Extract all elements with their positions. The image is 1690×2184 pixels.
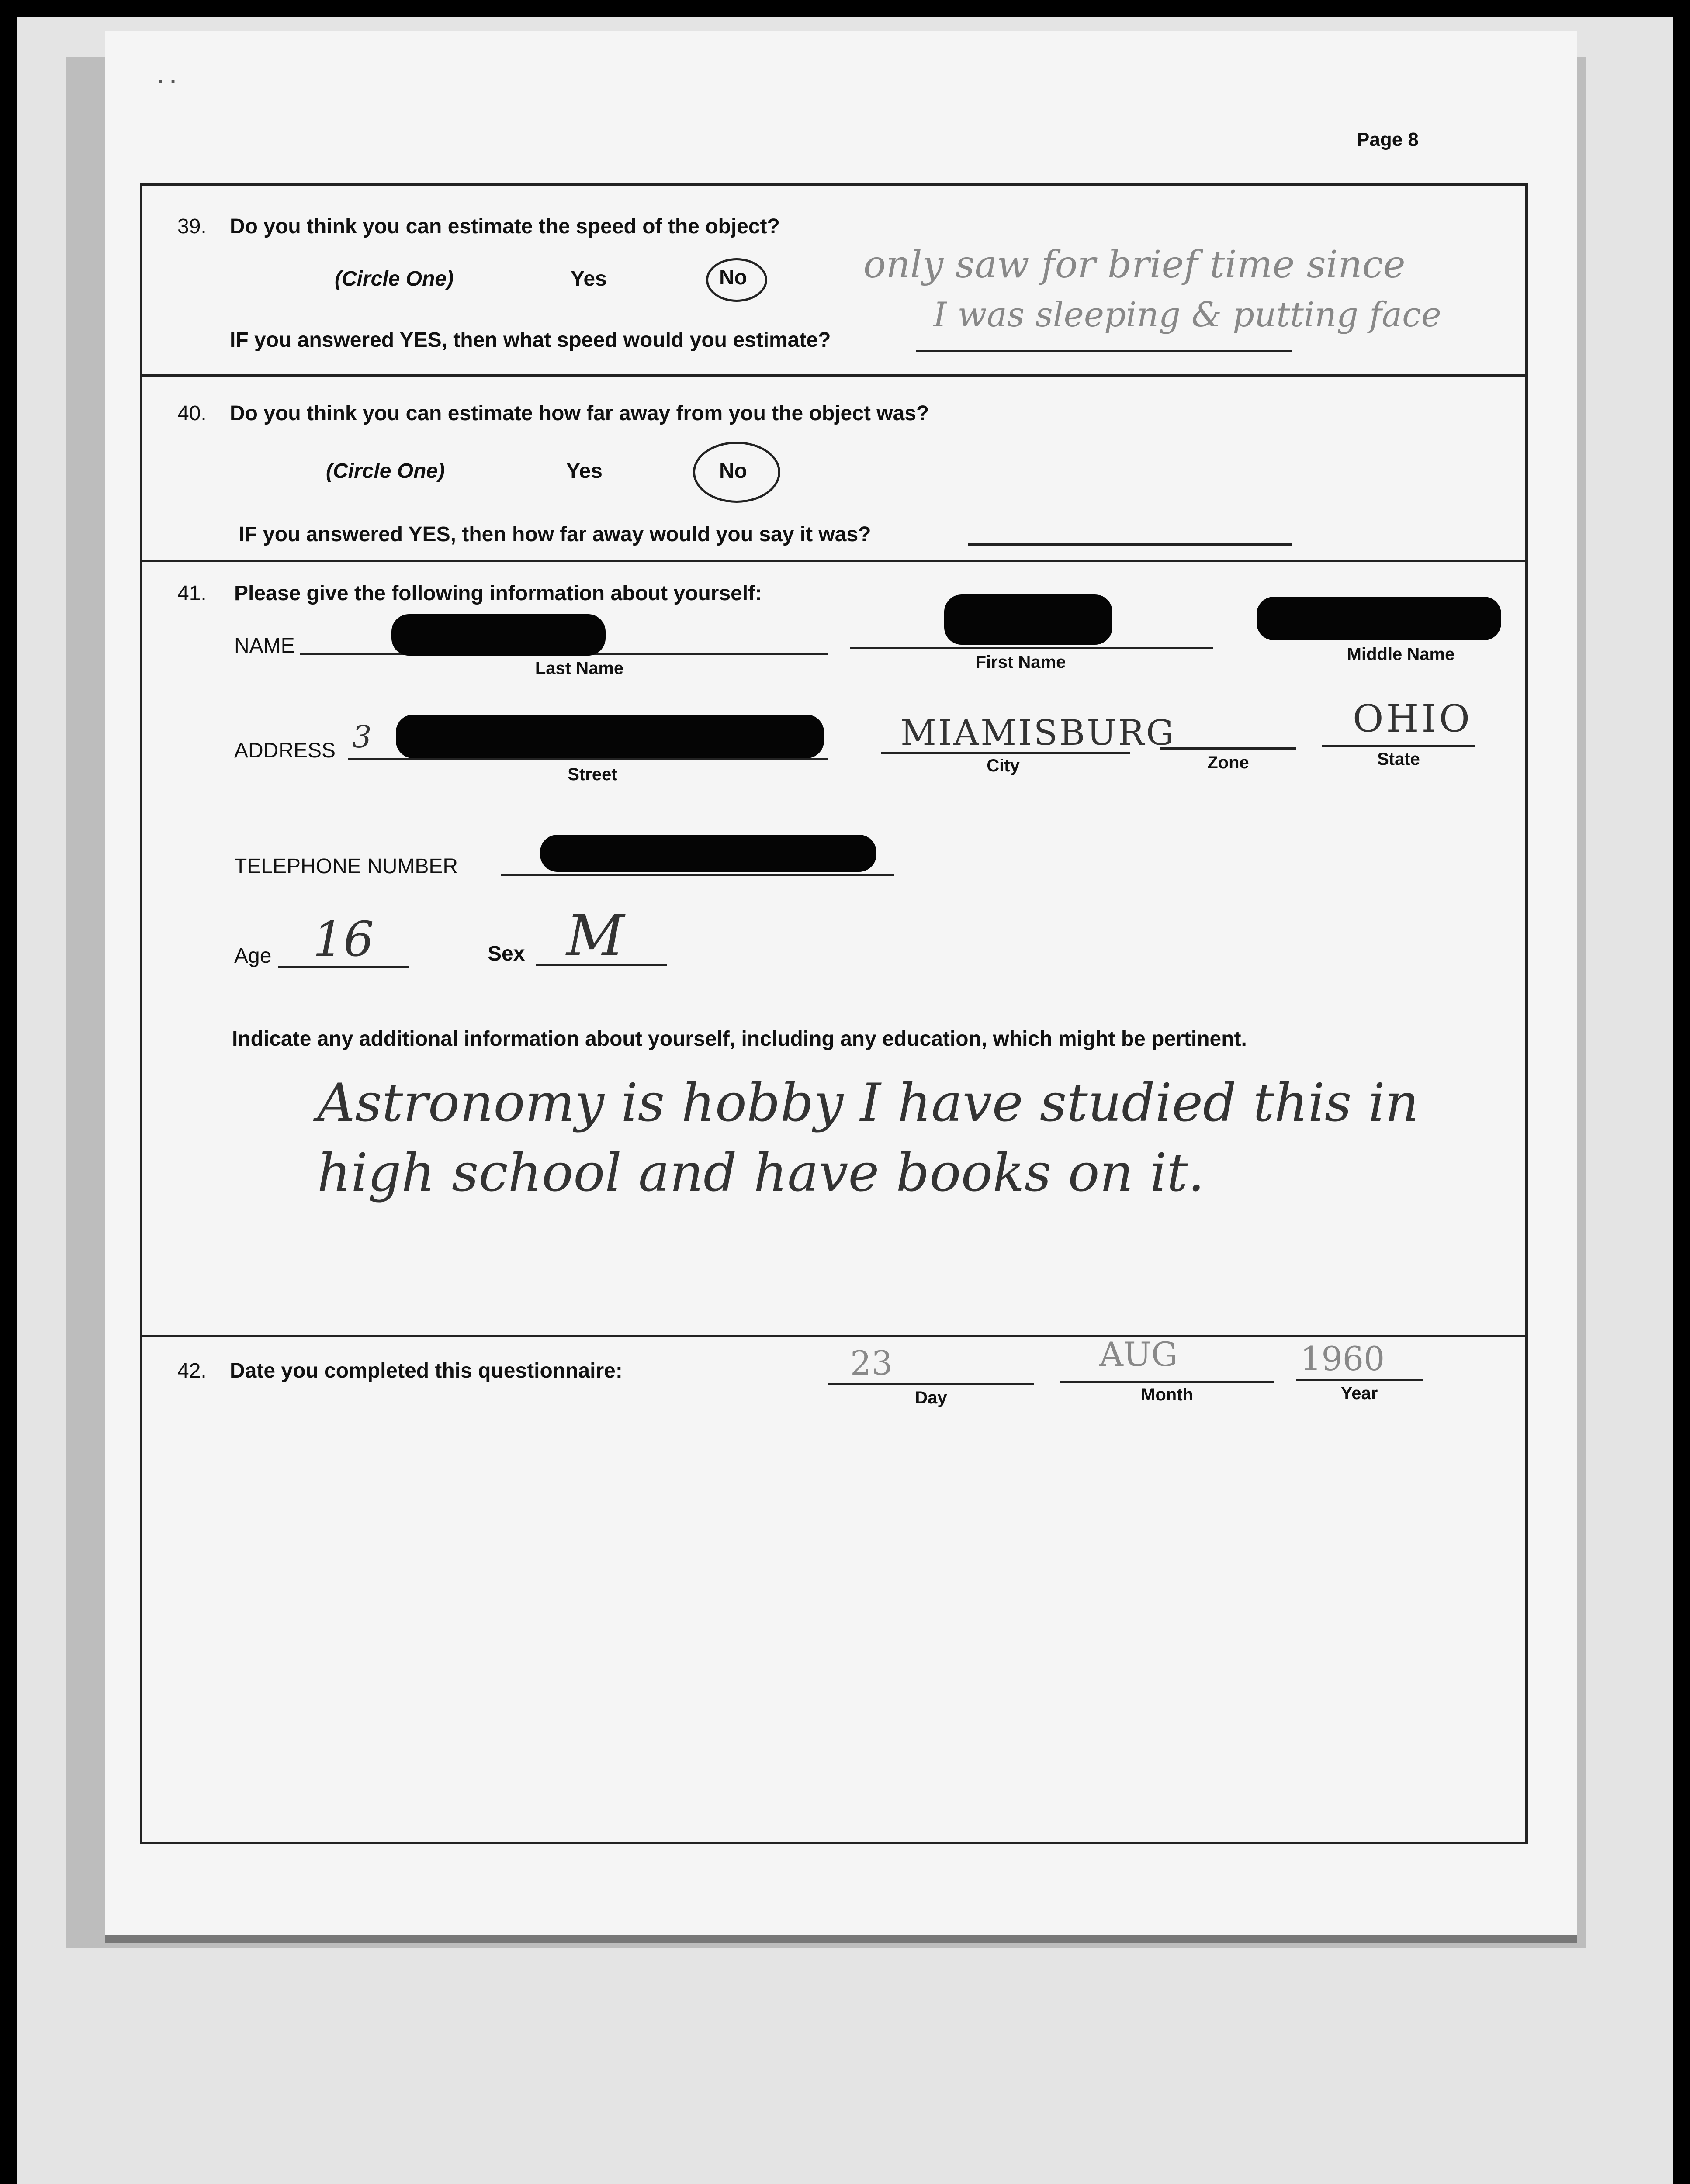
month-caption: Month xyxy=(1141,1385,1193,1404)
q39-number: 39. xyxy=(177,215,207,238)
scan-specks: · · xyxy=(157,70,177,93)
q42-number: 42. xyxy=(177,1359,207,1382)
day-line[interactable] xyxy=(828,1383,1034,1385)
q39-handwritten-note-1: only saw for brief time since xyxy=(863,243,1406,287)
year-line[interactable] xyxy=(1296,1379,1423,1381)
state-caption: State xyxy=(1377,750,1420,769)
city-line[interactable] xyxy=(881,752,1130,754)
city-value: MIAMISBURG xyxy=(900,712,1176,753)
q41-number: 41. xyxy=(177,582,207,605)
additional-info-answer-2: high school and have books on it. xyxy=(317,1143,1205,1203)
year-caption: Year xyxy=(1340,1384,1378,1403)
redacted-last-name xyxy=(391,614,606,656)
sex-label: Sex xyxy=(488,942,525,965)
address-number-visible: 3 xyxy=(352,719,372,755)
day-value: 23 xyxy=(850,1344,893,1382)
zone-line[interactable] xyxy=(1160,747,1296,750)
name-label: NAME xyxy=(234,634,295,657)
street-line[interactable] xyxy=(348,758,828,760)
state-line[interactable] xyxy=(1322,745,1475,747)
redacted-middle-name xyxy=(1257,597,1501,640)
redacted-street xyxy=(396,715,824,758)
q40-number: 40. xyxy=(177,402,207,425)
divider-41-42 xyxy=(142,1335,1525,1337)
q40-no-option[interactable]: No xyxy=(719,460,747,483)
address-label: ADDRESS xyxy=(234,739,336,762)
q40-distance-answer-line[interactable] xyxy=(968,543,1292,546)
first-name-line[interactable] xyxy=(850,647,1213,649)
q39-circle-one: (Circle One) xyxy=(335,267,454,290)
age-value: 16 xyxy=(313,911,374,967)
q39-no-option[interactable]: No xyxy=(719,266,747,289)
q41-intro: Please give the following information about yourself: xyxy=(234,582,762,605)
city-caption: City xyxy=(987,756,1020,775)
q40-question: Do you think you can estimate how far away from you the object was? xyxy=(230,402,929,425)
first-name-caption: First Name xyxy=(975,653,1066,672)
divider-40-41 xyxy=(142,560,1525,562)
q39-yes-option[interactable]: Yes xyxy=(571,267,607,290)
redacted-telephone xyxy=(540,835,876,872)
q42-question: Date you completed this questionnaire: xyxy=(230,1359,623,1382)
month-line[interactable] xyxy=(1060,1381,1274,1383)
middle-name-caption: Middle Name xyxy=(1347,645,1455,664)
telephone-line[interactable] xyxy=(501,874,894,876)
divider-39-40 xyxy=(142,374,1525,377)
telephone-label: TELEPHONE NUMBER xyxy=(234,855,458,878)
q39-question: Do you think you can estimate the speed of the object? xyxy=(230,215,780,238)
sex-value: M xyxy=(566,902,625,969)
last-name-caption: Last Name xyxy=(535,659,624,678)
month-value: AUG xyxy=(1099,1335,1178,1374)
state-value: OHIO xyxy=(1353,697,1472,741)
street-caption: Street xyxy=(568,765,617,784)
q40-circle-one: (Circle One) xyxy=(326,460,445,483)
q39-speed-answer-line[interactable] xyxy=(916,350,1292,352)
form-box xyxy=(140,183,1528,1844)
q39-handwritten-note-2: I was sleeping & putting face xyxy=(933,295,1442,335)
day-caption: Day xyxy=(915,1388,947,1407)
page-number: Page 8 xyxy=(1357,129,1419,150)
redacted-first-name xyxy=(944,594,1112,645)
zone-caption: Zone xyxy=(1207,753,1249,772)
q40-follow-up: IF you answered YES, then how far away would you say it was? xyxy=(239,523,871,546)
age-label: Age xyxy=(234,944,272,968)
q40-yes-option[interactable]: Yes xyxy=(566,460,603,483)
additional-info-answer-1: Astronomy is hobby I have studied this in xyxy=(317,1073,1419,1133)
q39-follow-up: IF you answered YES, then what speed would you estimate? xyxy=(230,328,831,352)
additional-info-prompt: Indicate any additional information about yourself, including any education, which might be pertinent. xyxy=(232,1027,1247,1051)
year-value: 1960 xyxy=(1300,1339,1385,1378)
